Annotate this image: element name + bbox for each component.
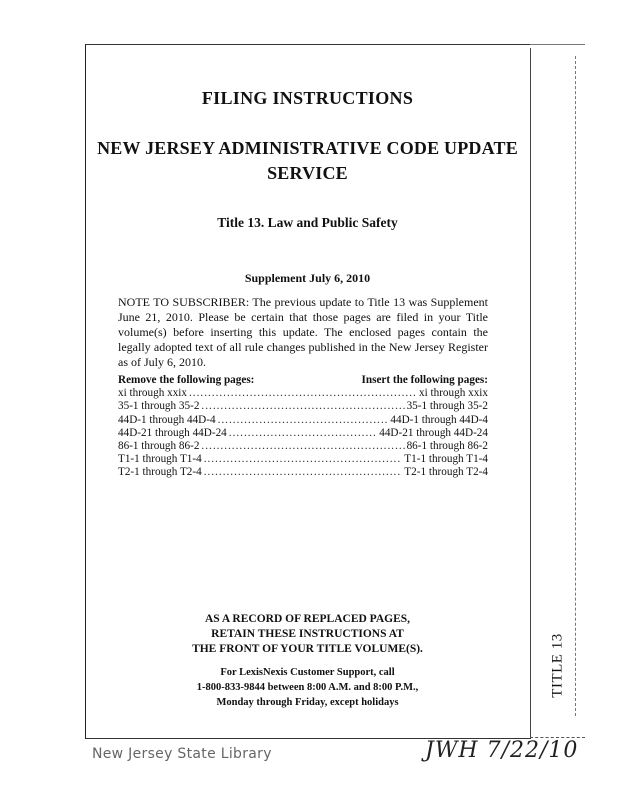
record-line: RETAIN THESE INSTRUCTIONS AT [211,628,404,640]
dot-leader [201,440,404,453]
support-line: 1-800-833-9844 between 8:00 A.M. and 8:00 P.M., [196,682,419,693]
remove-pages-cell: 44D-21 through 44D-24 [118,426,227,439]
insert-pages-cell: T2-1 through T2-4 [404,466,488,479]
document-heading [85,136,530,186]
tab-outer-edge [575,56,576,716]
page-table-row [118,414,488,427]
remove-pages-cell: 35-1 through 35-2 [118,400,200,413]
side-title-tab [543,632,573,698]
dot-leader [201,400,404,413]
subscriber-note: NOTE TO SUBSCRIBER: The previous update to Title 13 was Supplement June 21, 2010. Please be certain that those pages are filed in your Title volume(s) before inserting this update. The enclosed pages contain the legally adopted text of all rule changes published in the New Jersey Register as of July 6, 2010. [118,295,488,369]
remove-pages-cell: T2-1 through T2-4 [118,466,202,479]
record-line: THE FRONT OF YOUR TITLE VOLUME(S). [192,643,423,655]
insert-pages-cell: 86-1 through 86-2 [406,440,488,453]
page-table-header [118,374,488,387]
page-table-row [118,400,488,413]
dot-leader [218,414,389,427]
page-table-row [118,453,488,466]
title-line: Title 13. Law and Public Safety [217,215,398,230]
page-replacement-table [118,374,488,480]
page-table-row [118,440,488,453]
customer-support-info [85,665,530,710]
remove-pages-cell: 44D-1 through 44D-4 [118,413,216,426]
record-notice [85,612,530,657]
library-stamp: New Jersey State Library [92,746,272,762]
record-line: AS A RECORD OF REPLACED PAGES, [204,613,411,625]
supplement-date: Supplement July 6, 2010 [244,271,371,285]
dot-leader [204,466,403,479]
insert-pages-cell: xi through xxix [419,387,488,400]
remove-pages-cell: T1-1 through T1-4 [118,453,202,466]
heading-text: NEW JERSEY ADMINISTRATIVE CODE UPDATE SERVICE [97,138,518,183]
insert-pages-cell: 44D-21 through 44D-24 [379,426,488,439]
page-table-row [118,387,488,400]
dot-leader [229,427,377,440]
page-table-rows [118,387,488,479]
insert-header: Insert the following pages: [361,374,488,386]
support-line: For LexisNexis Customer Support, call [220,667,395,678]
remove-pages-cell: xi through xxix [118,387,187,400]
side-title-tab-label: TITLE 13 [549,632,566,698]
page-table-row [118,466,488,479]
document-title: FILING INSTRUCTIONS [201,88,414,108]
tab-top-edge [530,44,585,45]
dot-leader [189,387,417,400]
insert-pages-cell: 44D-1 through 44D-4 [390,413,488,426]
handwritten-note: JWH 7/22/10 [425,738,579,763]
support-line: Monday through Friday, except holidays [216,697,399,708]
page-table-row [118,427,488,440]
insert-pages-cell: T1-1 through T1-4 [404,453,488,466]
insert-pages-cell: 35-1 through 35-2 [406,400,488,413]
dot-leader [204,453,403,466]
page-right-edge [530,48,531,738]
remove-header: Remove the following pages: [118,374,255,386]
remove-pages-cell: 86-1 through 86-2 [118,440,200,453]
